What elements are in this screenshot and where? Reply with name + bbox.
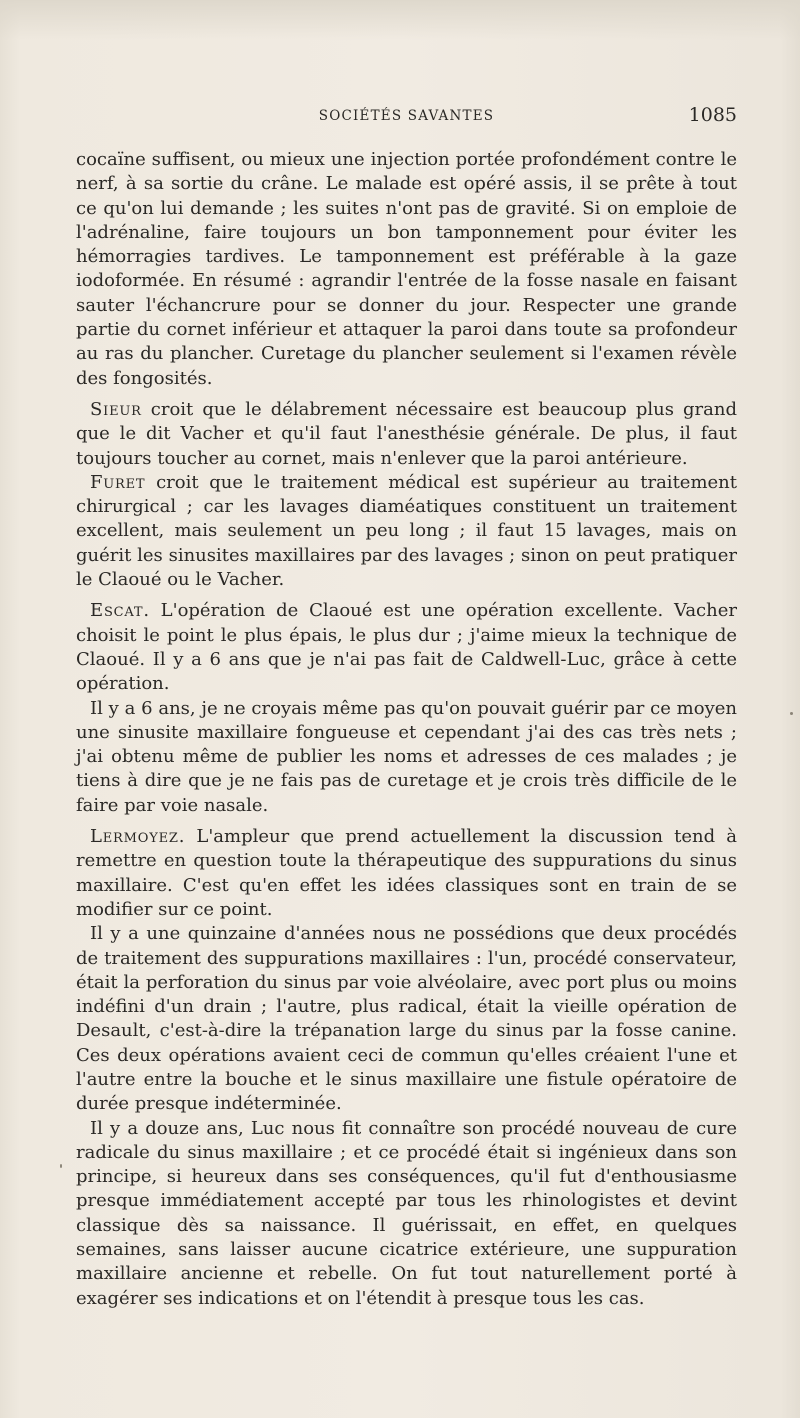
speaker-name: Furet (90, 471, 146, 493)
paragraph-5-text: Il y a 6 ans, je ne croyais même pas qu'on pouvait guérir par ce moyen une sinusite maxillaire fongueuse et cependant j'ai des cas très nets ; j'ai obtenu même de publier les noms et adresses de ces malades ; je tiens à dire que je ne fais pas de curetage et je crois très difficile de le faire par voie nasale. (76, 697, 737, 816)
body-text (76, 148, 737, 1311)
page-header (76, 104, 737, 130)
paragraph-4-text: L'opération de Claoué est une opération excellente. Vacher choisit le point le plus épais, le plus dur ; j'aime mieux la technique de Claoué. Il y a 6 ans que je n'ai pas fait de Caldwell-Luc, grâce à cette opération. (76, 600, 737, 695)
paragraph-1 (76, 148, 737, 391)
paragraph-3 (76, 471, 737, 592)
paragraph-3-text: croit que le traitement médical est supérieur au traitement chirurgical ; car les lavages diaméatiques constituent un traitement excellent, mais seulement un peu long ; il faut 15 lavages, mais on guérit les sinusites maxillaires par des lavages ; sinon on peut pratiquer le Claoué ou le Vacher. (76, 471, 737, 591)
page-top-shading (0, 0, 800, 40)
paragraph-6-text: L'ampleur que prend actuellement la discussion tend à remettre en question toute la thérapeutique des suppurations du sinus maxillaire. C'est qu'en effet les idées classiques sont en train de se modifier sur ce point. (76, 826, 737, 920)
page-number: 1085 (688, 104, 737, 126)
paragraph-1-text: cocaïne suffisent, ou mieux une injection portée profondément contre le nerf, à sa sortie du crâne. Le malade est opéré assis, il se prête à tout ce qu'on lui demande ; les suites n'ont pas de gravité. Si on emploie de l'adrénaline, faire toujours un bon tamponnement pour éviter les hémorragies tardives. Le tamponnement est préférable à la gaze iodoformée. En résumé : agrandir l'entrée de la fosse nasale en faisant sauter l'échancrure pour se donner du jour. Respecter une grande partie du cornet inférieur et attaquer la paroi dans toute sa profondeur au ras du plancher. Curetage du plancher seulement si l'examen révèle des fongosités. (76, 149, 737, 389)
paragraph-8 (76, 1117, 737, 1311)
paper-speck (790, 712, 793, 715)
paragraph-7 (76, 922, 737, 1116)
paragraph-7-text: Il y a une quinzaine d'années nous ne possédions que deux procédés de traitement des suppurations maxillaires : l'un, procédé conservateur, était la perforation du sinus par voie alvéolaire, avec port plus ou moins indéfini d'un drain ; l'autre, plus radical, était la vieille opération de Desault, c'est-à-dire la trépanation large du sinus par la fosse canine. Ces deux opérations avaient ceci de commun qu'elles créaient l'une et l'autre entre la bouche et le sinus maxillaire une fistule opératoire de durée presque indéterminée. (76, 923, 737, 1115)
paragraph-4 (76, 599, 737, 696)
paragraph-2 (76, 398, 737, 471)
paragraph-8-text: Il y a douze ans, Luc nous fit connaître son procédé nouveau de cure radicale du sinus maxillaire ; et ce procédé était si ingénieux dans son principe, si heureux dans ses conséquences, qu'il fut d'enthousiasme presque immédiatement accepté par tous les rhinologistes et devint classique dès sa naissance. Il guérissait, en effet, en quelques semaines, sans laisser aucune cicatrice extérieure, une suppuration maxillaire ancienne et rebelle. On fut tout naturellement porté à exagérer ses indications et on l'étendit à presque tous les cas. (76, 1117, 737, 1309)
paragraph-5 (76, 697, 737, 818)
running-title: SOCIÉTÉS SAVANTES (318, 108, 495, 124)
paragraph-6 (76, 825, 737, 922)
speaker-name: Lermoyez. (90, 826, 186, 848)
speaker-name: Escat. (90, 600, 150, 622)
speaker-name: Sieur (90, 398, 142, 420)
paper-speck (60, 1164, 62, 1168)
paragraph-2-text: croit que le délabrement nécessaire est beaucoup plus grand que le dit Vacher et qu'il faut l'anesthésie générale. De plus, il faut toujours toucher au cornet, mais n'enlever que la paroi antérieure. (76, 398, 737, 469)
